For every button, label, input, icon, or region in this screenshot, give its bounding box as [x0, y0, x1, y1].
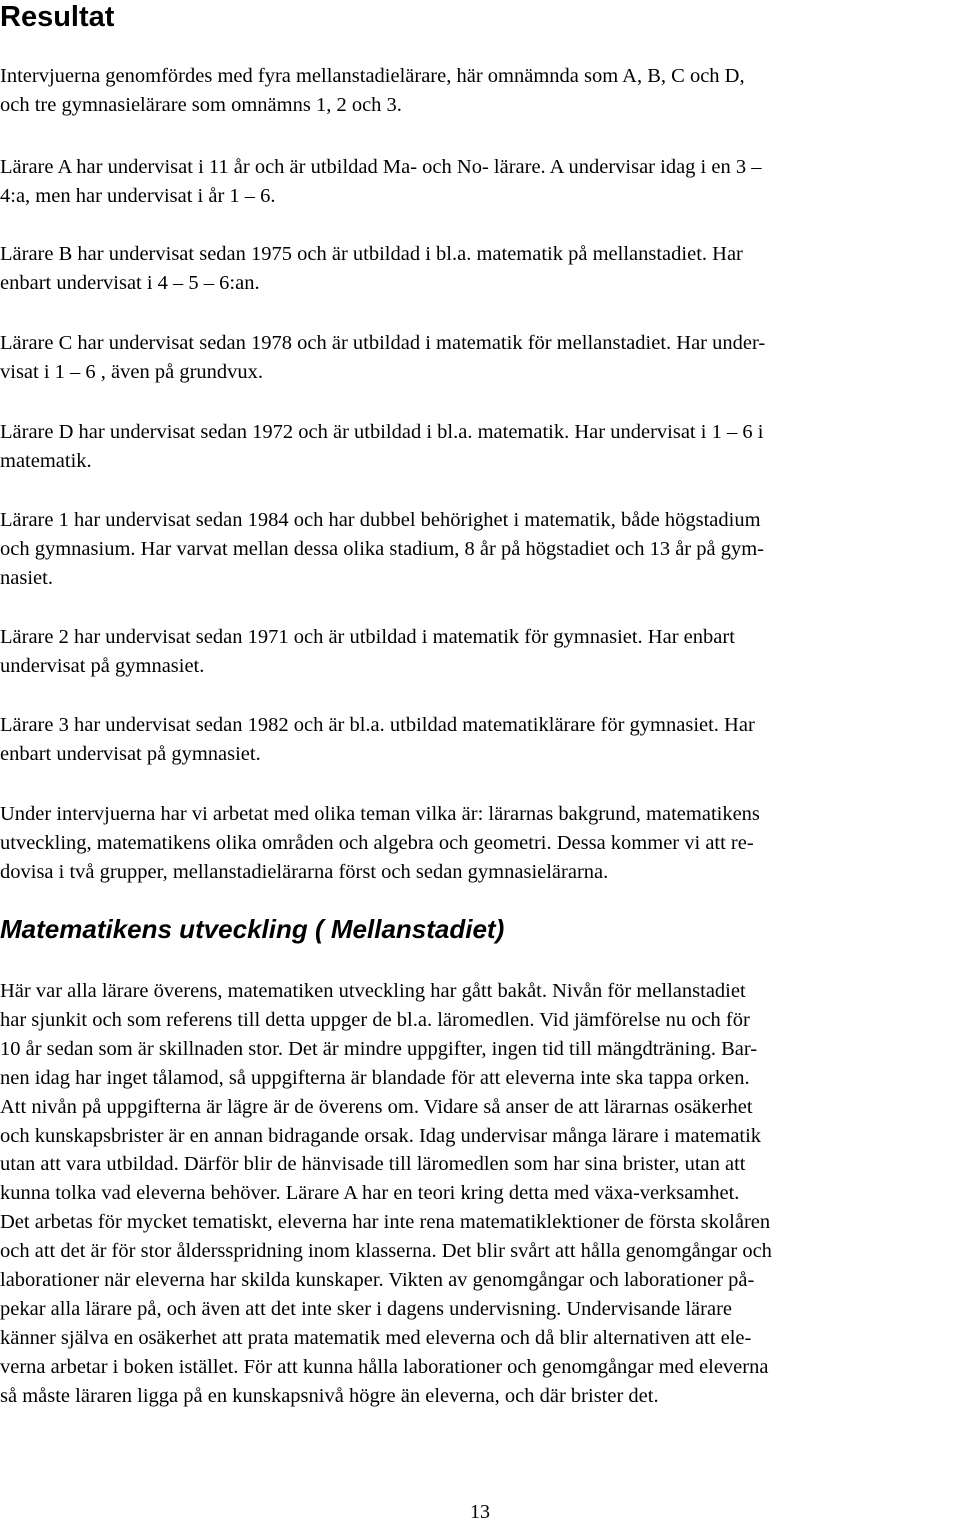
paragraph-teacher-c	[0, 329, 765, 387]
text-line: Lärare 2 har undervisat sedan 1971 och är utbildad i matematik för gymnasiet. Har enbart	[0, 626, 735, 648]
paragraph-teacher-a	[0, 153, 761, 211]
text-line: Lärare 3 har undervisat sedan 1982 och är bl.a. utbildad matematiklärare för gymnasiet. Har	[0, 714, 755, 736]
subsection-heading: Matematikens utveckling ( Mellanstadiet)	[0, 914, 505, 944]
text-line: Lärare A har undervisat i 11 år och är utbildad Ma- och No- lärare. A undervisar idag i en 3 –	[0, 156, 762, 178]
text-line: 10 år sedan som är skillnaden stor. Det är mindre uppgifter, ingen tid till mängdträning. Bar-	[0, 1037, 758, 1060]
paragraph-teacher-d	[0, 418, 763, 476]
paragraph-intro	[0, 62, 745, 120]
text-line: Lärare B har undervisat sedan 1975 och är utbildad i bl.a. matematik på mellanstadiet. Har	[0, 243, 743, 265]
text-line: utan att vara utbildad. Därför blir de hänvisade till läromedlen som har sina brister, utan att	[0, 1153, 746, 1176]
text-line: utveckling, matematikens olika områden och algebra och geometri. Dessa kommer vi att re-	[0, 831, 754, 854]
text-line: enbart undervisat i 4 – 5 – 6:an.	[0, 271, 260, 294]
text-line: känner själva en osäkerhet att prata matematik med eleverna och då blir alternativen att ele-	[0, 1326, 752, 1349]
text-line: kunna tolka vad eleverna behöver. Lärare A har en teori kring detta med växa-verksamhet.	[0, 1182, 740, 1205]
text-line: Intervjuerna genomfördes med fyra mellanstadielärare, här omnämnda som A, B, C och D,	[0, 65, 745, 87]
text-line: har sjunkit och som referens till detta uppger de bl.a. läromedlen. Vid jämförelse nu och för	[0, 1008, 750, 1031]
text-line: undervisat på gymnasiet.	[0, 654, 205, 677]
text-line: matematik.	[0, 449, 92, 472]
text-line: Under intervjuerna har vi arbetat med olika teman vilka är: lärarnas bakgrund, matematikens	[0, 803, 760, 825]
text-line: visat i 1 – 6 , även på grundvux.	[0, 360, 264, 383]
text-line: laborationer när eleverna har skilda kunskaper. Vikten av genomgångar och laborationer på-	[0, 1269, 755, 1292]
page-number: 13	[470, 1501, 490, 1523]
paragraph-teacher-3	[0, 711, 755, 769]
text-line: nen idag har inget tålamod, så uppgifterna är blandade för att eleverna inte ska tappa orken.	[0, 1066, 750, 1089]
text-line: och kunskapsbrister är en annan bidragande orsak. Idag undervisar många lärare i matematik	[0, 1124, 762, 1147]
text-line: så måste läraren ligga på en kunskapsnivå högre än eleverna, och där brister det.	[0, 1384, 659, 1407]
paragraph-teacher-b	[0, 240, 743, 298]
text-line: Det arbetas för mycket tematiskt, eleverna har inte rena matematiklektioner de första skolåren	[0, 1211, 771, 1234]
text-line: och att det är för stor åldersspridning inom klasserna. Det blir svårt att hålla genomgångar och	[0, 1240, 772, 1263]
text-line: pekar alla lärare på, och även att det inte sker i dagens undervisning. Undervisande lärare	[0, 1297, 732, 1320]
text-line: och gymnasium. Har varvat mellan dessa olika stadium, 8 år på högstadiet och 13 år på gym-	[0, 537, 764, 560]
paragraph-themes	[0, 800, 760, 887]
text-line: Att nivån på uppgifterna är lägre är de överens om. Vidare så anser de att lärarnas osäkerhet	[0, 1095, 753, 1118]
paragraph-development	[0, 977, 772, 1411]
paragraph-teacher-2	[0, 623, 735, 681]
text-line: Här var alla lärare överens, matematiken utveckling har gått bakåt. Nivån för mellanstadiet	[0, 980, 746, 1002]
text-line: enbart undervisat på gymnasiet.	[0, 742, 261, 765]
text-line: dovisa i två grupper, mellanstadielärarna först och sedan gymnasielärarna.	[0, 860, 609, 883]
text-line: nasiet.	[0, 566, 53, 589]
text-line: och tre gymnasielärare som omnämns 1, 2 och 3.	[0, 93, 402, 116]
text-line: verna arbetar i boken istället. För att kunna hålla laborationer och genomgångar med eleverna	[0, 1355, 769, 1378]
text-line: Lärare D har undervisat sedan 1972 och är utbildad i bl.a. matematik. Har undervisat i 1 – 6 i	[0, 421, 764, 443]
paragraph-teacher-1	[0, 506, 764, 593]
text-line: Lärare 1 har undervisat sedan 1984 och har dubbel behörighet i matematik, både högstadium	[0, 509, 761, 531]
section-heading: Resultat	[0, 1, 115, 33]
text-line: 4:a, men har undervisat i år 1 – 6.	[0, 184, 276, 207]
text-line: Lärare C har undervisat sedan 1978 och är utbildad i matematik för mellanstadiet. Har under-	[0, 332, 766, 354]
